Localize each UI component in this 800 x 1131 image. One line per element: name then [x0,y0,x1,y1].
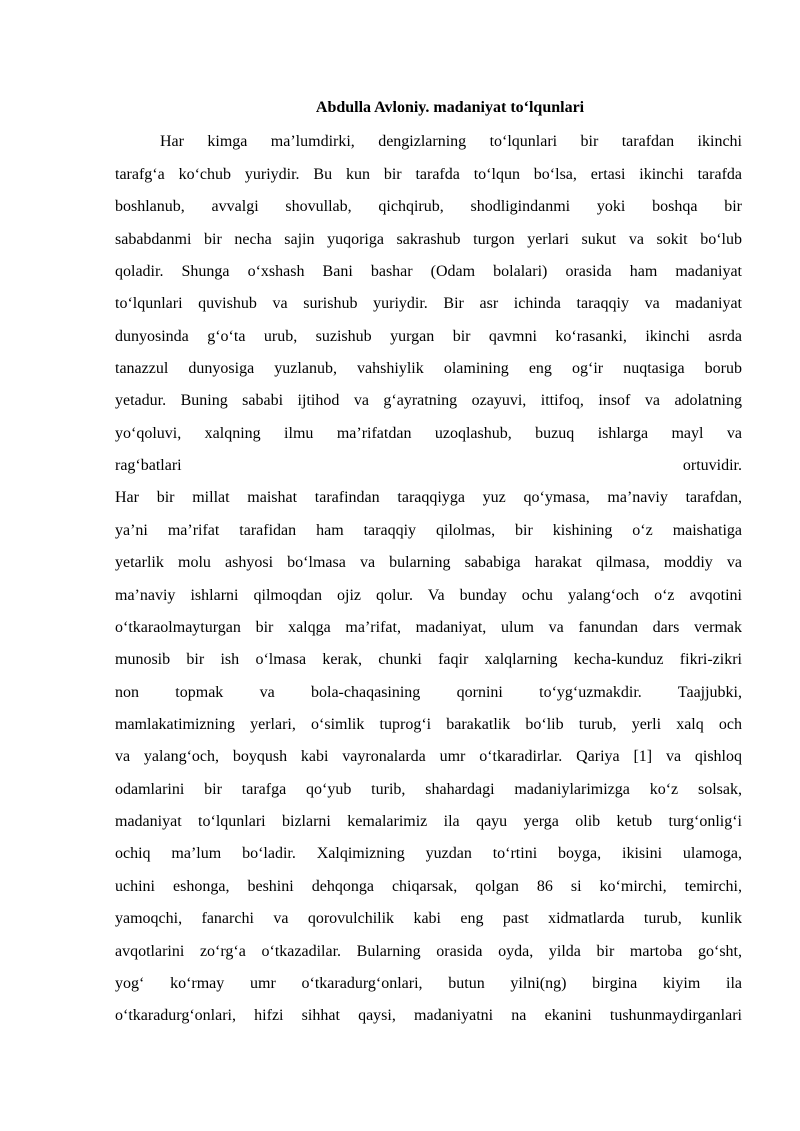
text-line: yog‘ ko‘rmay umr o‘tkaradurg‘onlari, butun yilni(ng) birgina kiyim ila [115,975,742,992]
text-line: odamlarini bir tarafga qo‘yub turib, shahardagi madaniylarimizga ko‘z solsak, [115,781,742,798]
text-line: ochiq ma’lum bo‘ladir. Xalqimizning yuzdan to‘rtini boyga, ikisini ulamoga, [115,845,742,862]
text-line: o‘tkaradurg‘onlari, hifzi sihhat qaysi, madaniyatni na ekanini tushunmaydirganlari [115,1007,742,1024]
text-line: avqotlarini zo‘rg‘a o‘tkazadilar. Bularning orasida oyda, yilda bir martoba go‘sht, [115,943,742,960]
text-fragment: ortuvidir. [682,457,742,474]
text-line: mamlakatimizning yerlari, o‘simlik tuprog‘i barakatlik bo‘lib turub, yerli xalq och [115,716,742,733]
text-line: o‘tkaraolmayturgan bir xalqga ma’rifat, madaniyat, ulum va fanundan dars vermak [115,619,742,636]
text-line: dunyosinda g‘o‘ta urub, suzishub yurgan bir qavmni ko‘rasanki, ikinchi asrda [115,328,742,345]
text-line: tanazzul dunyosiga yuzlanub, vahshiylik olamining eng og‘ir nuqtasiga borub [115,360,742,377]
text-line: boshlanub, avvalgi shovullab, qichqirub, shodligindanmi yoki boshqa bir [115,198,742,215]
text-line: yetadur. Buning sababi ijtihod va g‘ayratning ozayuvi, ittifoq, insof va adolatning [115,392,742,409]
document-title: Abdulla Avloniy. madaniyat to‘lqunlari [315,99,585,116]
text-line [115,450,742,482]
text-line: to‘lqunlari quvishub va surishub yuriydir. Bir asr ichinda taraqqiy va madaniyat [115,295,742,312]
text-line: uchini eshonga, beshini dehqonga chiqarsak, qolgan 86 si ko‘mirchi, temirchi, [115,878,742,895]
text-fragment: rag‘batlari [115,457,182,474]
text-line: non topmak va bola-chaqasining qornini to‘yg‘uzmakdir. Taajjubki, [115,684,742,701]
text-line: munosib bir ish o‘lmasa kerak, chunki faqir xalqlarning kecha-kunduz fikri-zikri [115,651,742,668]
text-line: tarafg‘a ko‘chub yuriydir. Bu kun bir tarafda to‘lqun bo‘lsa, ertasi ikinchi tarafda [115,166,742,183]
text-line: ya’ni ma’rifat tarafidan ham taraqqiy qilolmas, bir kishining o‘z maishatiga [115,522,742,539]
text-line: ma’naviy ishlarni qilmoqdan ojiz qolur. Va bunday ochu yalang‘och o‘z avqotini [115,587,742,604]
text-line: madaniyat to‘lqunlari bizlarni kemalarimiz ila qayu yerga olib ketub turg‘onlig‘i [115,813,742,830]
text-line: va yalang‘och, boyqush kabi vayronalarda umr o‘tkaradirlar. Qariya [1] va qishloq [115,748,742,765]
text-line: yetarlik molu ashyosi bo‘lmasa va bularning sababiga harakat qilmasa, moddiy va [115,554,742,571]
text-line: qoladir. Shunga o‘xshash Bani bashar (Odam bolalari) orasida ham madaniyat [115,263,742,280]
text-line: yamoqchi, fanarchi va qorovulchilik kabi eng past xidmatlarda turub, kunlik [115,910,742,927]
text-line: yo‘qoluvi, xalqning ilmu ma’rifatdan uzoqlashub, buzuq ishlarga mayl va [115,425,742,442]
text-line: sababdanmi bir necha sajin yuqoriga sakrashub turgon yerlari sukut va sokit bo‘lub [115,231,742,248]
text-line: Har bir millat maishat tarafindan taraqqiyga yuz qo‘ymasa, ma’naviy tarafdan, [115,489,742,506]
text-line: Har kimga ma’lumdirki, dengizlarning to‘lqunlari bir tarafdan ikinchi [160,133,742,150]
